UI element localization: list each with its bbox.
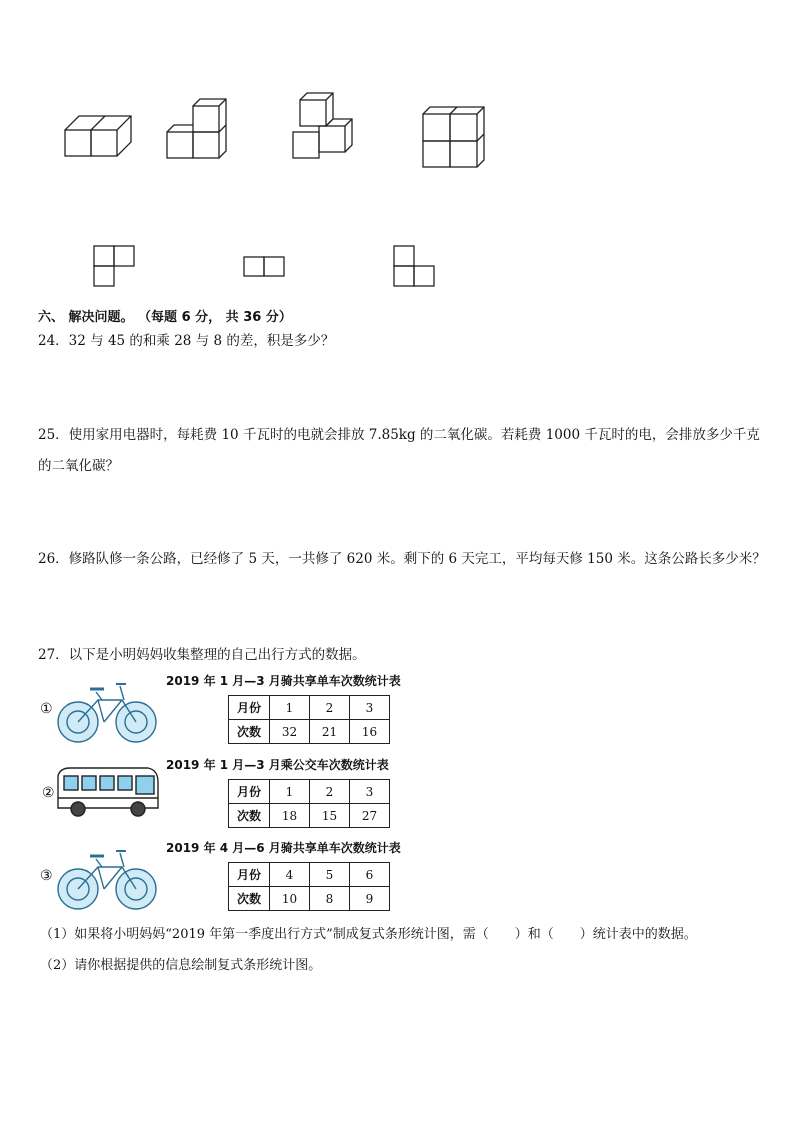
- count-cell: 27: [350, 804, 390, 828]
- table-1: [228, 695, 390, 744]
- cube-figure-1: [60, 108, 130, 178]
- bus-icon: [54, 764, 164, 824]
- section-title: 六、 解决问题。 （每题 6 分， 共 36 分）: [38, 310, 292, 325]
- count-cell: 15: [310, 804, 350, 828]
- count-cell: 8: [310, 887, 350, 911]
- header-count: 次数: [229, 720, 270, 744]
- bicycle-icon: [52, 843, 162, 913]
- month-cell: 5: [310, 863, 350, 887]
- question-27: 27．以下是小明妈妈收集整理的自己出行方式的数据。: [38, 647, 366, 663]
- table-2-title: 2019 年 1 月—3 月乘公交车次数统计表: [166, 758, 389, 772]
- cube-figure-3: [288, 92, 368, 172]
- header-month: 月份: [229, 780, 270, 804]
- view-shape-3: [393, 245, 443, 295]
- month-cell: 1: [270, 780, 310, 804]
- month-cell: 3: [350, 780, 390, 804]
- count-cell: 18: [270, 804, 310, 828]
- count-cell: 21: [310, 720, 350, 744]
- bicycle-icon: [52, 676, 162, 746]
- question-25-line2: 的二氧化碳？: [38, 458, 119, 474]
- marker-1: ①: [40, 701, 53, 717]
- count-cell: 32: [270, 720, 310, 744]
- question-24: 24．32 与 45 的和乘 28 与 8 的差，积是多少？: [38, 333, 335, 349]
- table-2: [228, 779, 390, 828]
- header-month: 月份: [229, 696, 270, 720]
- month-cell: 4: [270, 863, 310, 887]
- table-3: [228, 862, 390, 911]
- header-count: 次数: [229, 887, 270, 911]
- count-cell: 10: [270, 887, 310, 911]
- view-shape-1: [93, 245, 143, 295]
- subquestion-2: （2）请你根据提供的信息绘制复式条形统计图。: [40, 958, 322, 973]
- question-26: 26．修路队修一条公路，已经修了 5 天，一共修了 620 米。剩下的 6 天完工，平均每天修 150 米。这条公路长多少米？: [38, 551, 766, 567]
- marker-3: ③: [40, 868, 53, 884]
- view-shape-2: [243, 256, 293, 286]
- header-month: 月份: [229, 863, 270, 887]
- month-cell: 3: [350, 696, 390, 720]
- month-cell: 6: [350, 863, 390, 887]
- count-cell: 9: [350, 887, 390, 911]
- count-cell: 16: [350, 720, 390, 744]
- table-1-title: 2019 年 1 月—3 月骑共享单车次数统计表: [166, 674, 401, 688]
- month-cell: 2: [310, 696, 350, 720]
- month-cell: 2: [310, 780, 350, 804]
- cube-figure-2: [162, 96, 232, 166]
- cube-figure-4: [418, 104, 488, 174]
- table-3-title: 2019 年 4 月—6 月骑共享单车次数统计表: [166, 841, 401, 855]
- month-cell: 1: [270, 696, 310, 720]
- header-count: 次数: [229, 804, 270, 828]
- question-25-line1: 25．使用家用电器时，每耗费 10 千瓦时的电就会排放 7.85kg 的二氧化碳。若耗费 1000 千瓦时的电，会排放多少千克: [38, 427, 760, 443]
- subquestion-1: （1）如果将小明妈妈“2019 年第一季度出行方式”制成复式条形统计图，需（ ）和（ ）统计表中的数据。: [40, 927, 697, 942]
- marker-2: ②: [42, 785, 55, 801]
